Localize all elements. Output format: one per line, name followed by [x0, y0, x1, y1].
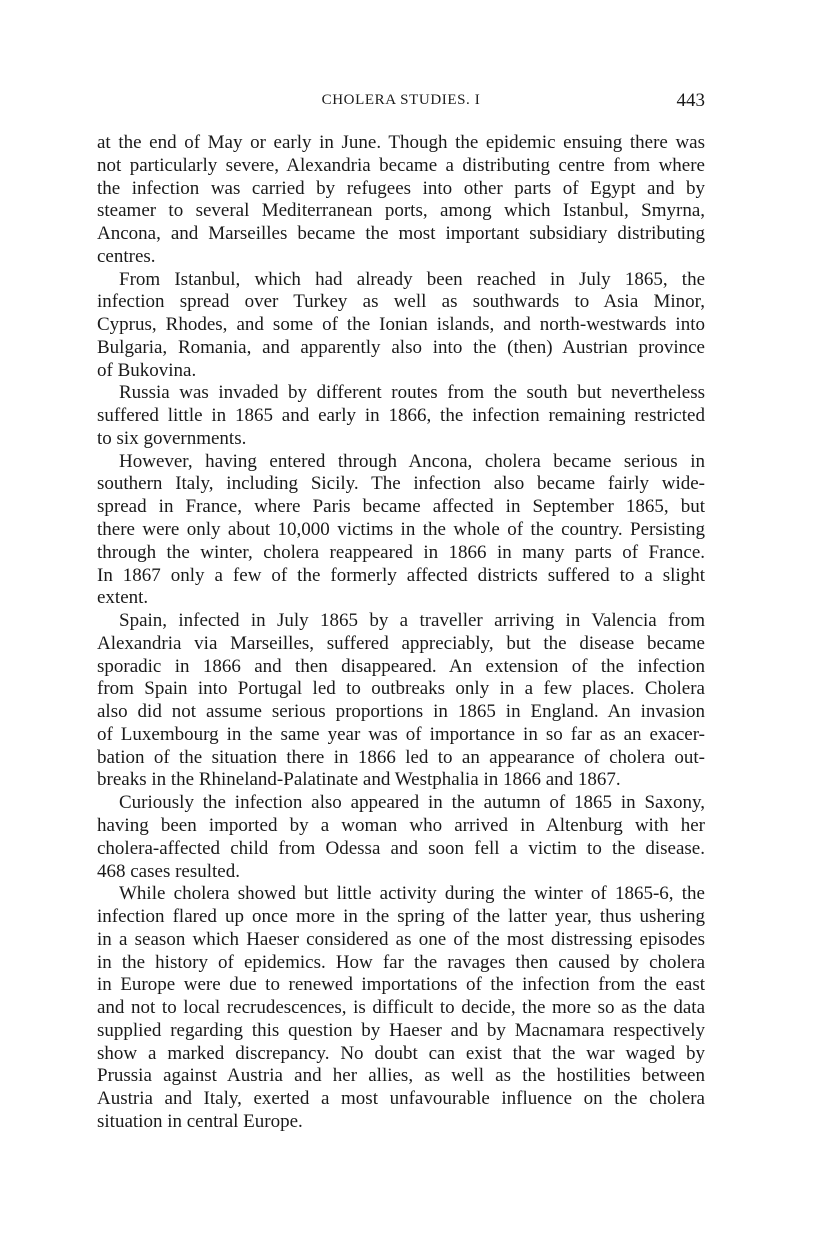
text-line: However, having entered through Ancona, cholera became serious in — [119, 450, 705, 472]
text-line: and not to local recrudescences, is difficult to decide, the more so as the data — [97, 997, 705, 1019]
text-line: to six governments. — [97, 427, 247, 449]
text-line: in Europe were due to renewed importations of the infection from the east — [97, 974, 705, 996]
running-title: CHOLERA STUDIES. I — [321, 92, 481, 108]
text-line: the infection was carried by refugees into other parts of Egypt and by — [97, 177, 705, 199]
text-line: bation of the situation there in 1866 led to an appearance of cholera out- — [97, 746, 705, 768]
paragraph — [97, 610, 705, 792]
text-line: steamer to several Mediterranean ports, among which Istanbul, Smyrna, — [97, 200, 705, 222]
text-line: Bulgaria, Romania, and apparently also into the (then) Austrian province — [97, 336, 705, 358]
text-line: Spain, infected in July 1865 by a traveller arriving in Valencia from — [119, 610, 705, 632]
text-line: Prussia against Austria and her allies, as well as the hostilities between — [97, 1065, 705, 1087]
text-line: not particularly severe, Alexandria became a distributing centre from where — [97, 154, 705, 176]
text-line: Alexandria via Marseilles, suffered appreciably, but the disease became — [97, 632, 705, 654]
text-line: Ancona, and Marseilles became the most important subsidiary distributing — [97, 223, 705, 245]
text-line: of Luxembourg in the same year was of importance in so far as an exacer- — [97, 723, 705, 745]
text-line: at the end of May or early in June. Though the epidemic ensuing there was — [97, 132, 705, 153]
paragraph — [97, 382, 705, 450]
text-line: From Istanbul, which had already been reached in July 1865, the — [119, 268, 705, 290]
text-line: show a marked discrepancy. No doubt can exist that the war waged by — [97, 1042, 705, 1064]
text-line: having been imported by a woman who arrived in Altenburg with her — [97, 814, 705, 836]
text-line: there were only about 10,000 victims in the whole of the country. Persisting — [97, 519, 705, 541]
text-line: suffered little in 1865 and early in 1866, the infection remaining restricted — [97, 405, 705, 427]
text-line: breaks in the Rhineland-Palatinate and Westphalia in 1866 and 1867. — [97, 769, 621, 791]
text-line: infection flared up once more in the spring of the latter year, thus ushering — [97, 906, 705, 928]
paragraph — [97, 792, 705, 883]
text-line: southern Italy, including Sicily. The infection also became fairly wide- — [97, 473, 705, 495]
text-line: supplied regarding this question by Haeser and by Macnamara respectively — [97, 1019, 705, 1041]
text-line: While cholera showed but little activity during the winter of 1865-6, the — [119, 883, 705, 905]
text-line: situation in central Europe. — [97, 1110, 303, 1132]
text-line: centres. — [97, 245, 156, 267]
text-line: sporadic in 1866 and then disappeared. An extension of the infection — [97, 655, 705, 677]
text-line: in a season which Haeser considered as one of the most distressing episodes — [97, 928, 705, 950]
text-line: 468 cases resulted. — [97, 860, 240, 882]
text-line: Cyprus, Rhodes, and some of the Ionian islands, and north-westwards into — [97, 314, 705, 336]
text-line: infection spread over Turkey as well as southwards to Asia Minor, — [97, 291, 705, 313]
text-line: spread in France, where Paris became affected in September 1865, but — [97, 496, 705, 518]
text-line: Russia was invaded by different routes from the south but nevertheless — [119, 382, 705, 404]
body-text — [97, 132, 705, 1134]
text-line: also did not assume serious proportions in 1865 in England. An invasion — [97, 701, 705, 723]
text-line: Austria and Italy, exerted a most unfavourable influence on the cholera — [97, 1088, 705, 1110]
paragraph — [97, 132, 705, 269]
text-line: Curiously the infection also appeared in the autumn of 1865 in Saxony, — [119, 792, 705, 814]
running-header — [97, 90, 705, 112]
text-line: through the winter, cholera reappeared in 1866 in many parts of France. — [97, 541, 705, 563]
text-line: from Spain into Portugal led to outbreaks only in a few places. Cholera — [97, 678, 705, 700]
text-line: of Bukovina. — [97, 359, 197, 381]
text-line: cholera-affected child from Odessa and soon fell a victim to the disease. — [97, 837, 705, 859]
paragraph — [97, 451, 705, 610]
text-line: in the history of epidemics. How far the ravages then caused by cholera — [97, 951, 705, 973]
page-number: 443 — [676, 90, 705, 111]
text-line: extent. — [97, 587, 149, 609]
paragraph — [97, 883, 705, 1133]
text-line: In 1867 only a few of the formerly affected districts suffered to a slight — [97, 564, 705, 586]
paragraph — [97, 269, 705, 383]
